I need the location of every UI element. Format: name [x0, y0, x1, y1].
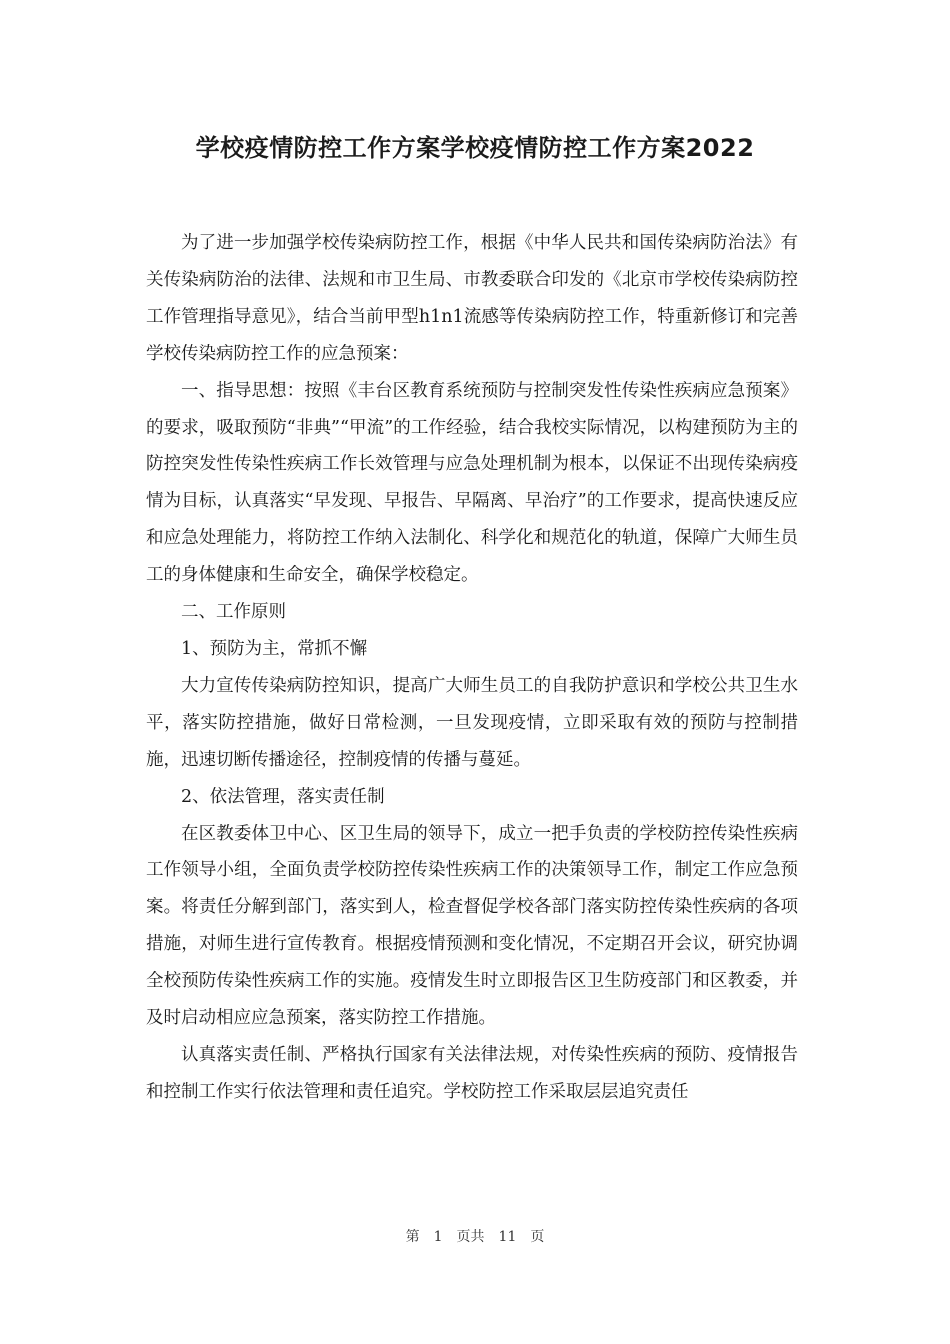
paragraph-responsibility: 认真落实责任制、严格执行国家有关法律法规，对传染性疾病的预防、疫情报告和控制工作实行依法管理和责任追究。学校防控工作采取层层追究责任 — [146, 1044, 798, 1102]
document-body — [146, 225, 798, 1111]
paragraph-guiding-thought: 一、指导思想：按照《丰台区教育系统预防与控制突发性传染性疾病应急预案》的要求，吸取预防“非典”“甲流”的工作经验，结合我校实际情况，以构建预防为主的防控突发性传染性疾病工作长效管理与应急处理机制为根本，以保证不出现传染病疫情为目标，认真落实“早发现、早报告、早隔离、早治疗”的工作要求，提高快速反应和应急处理能力，将防控工作纳入法制化、科学化和规范化的轨道，保障广大师生员工的身体健康和生命安全，确保学校稳定。 — [146, 380, 798, 586]
document-title: 学校疫情防控工作方案学校疫情防控工作方案2022 — [195, 134, 755, 162]
page-footer: 第 1 页共 11 页 — [405, 1229, 545, 1245]
paragraph-intro: 为了进一步加强学校传染病防控工作，根据《中华人民共和国传染病防治法》有关传染病防治的法律、法规和市卫生局、市教委联合印发的《北京市学校传染病防控工作管理指导意见》，结合当前甲型h1n1流感等传染病防控工作，特重新修订和完善学校传染病防控工作的应急预案： — [146, 233, 798, 364]
paragraph-lawful-management: 在区教委体卫中心、区卫生局的领导下，成立一把手负责的学校防控传染性疾病工作领导小组，全面负责学校防控传染性疾病工作的决策领导工作，制定工作应急预案。将责任分解到部门，落实到人，检查督促学校各部门落实防控传染性疾病的各项措施，对师生进行宣传教育。根据疫情预测和变化情况，不定期召开会议，研究协调全校预防传染性疾病工作的实施。疫情发生时立即报告区卫生防疫部门和区教委，并及时启动相应应急预案，落实防控工作措施。 — [146, 823, 798, 1029]
subheading-lawful-management: 2、依法管理，落实责任制 — [181, 786, 385, 807]
subheading-prevention-first: 1、预防为主，常抓不懈 — [181, 638, 368, 659]
paragraph-prevention-first: 大力宣传传染病防控知识，提高广大师生员工的自我防护意识和学校公共卫生水平，落实防控措施，做好日常检测，一旦发现疫情，立即采取有效的预防与控制措施，迅速切断传播途径，控制疫情的传播与蔓延。 — [146, 675, 798, 770]
heading-work-principles: 二、工作原则 — [181, 602, 286, 623]
